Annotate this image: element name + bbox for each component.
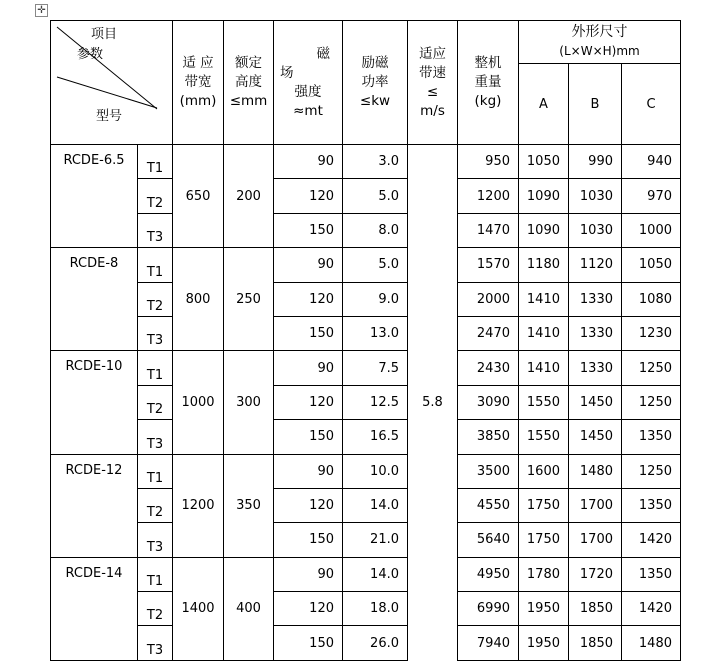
weight-cell: 3850 bbox=[458, 420, 519, 454]
dim-a-cell: 1750 bbox=[519, 488, 569, 522]
dim-b-cell: 1030 bbox=[569, 213, 622, 247]
dim-b-cell: 1330 bbox=[569, 282, 622, 316]
model-cell: RCDE-14 bbox=[51, 557, 138, 660]
type-cell: T3 bbox=[138, 316, 173, 350]
field-strength-cell: 150 bbox=[274, 523, 343, 557]
header-dim-b: B bbox=[569, 64, 622, 145]
dim-c-cell: 1350 bbox=[622, 557, 681, 591]
hdr-line: (kg) bbox=[474, 93, 502, 109]
weight-cell: 2470 bbox=[458, 316, 519, 350]
dim-a-cell: 1050 bbox=[519, 145, 569, 179]
dim-c-cell: 1080 bbox=[622, 282, 681, 316]
model-cell: RCDE-10 bbox=[51, 351, 138, 454]
hdr-line: (mm) bbox=[179, 93, 217, 109]
header-dim-c: C bbox=[622, 64, 681, 145]
field-strength-cell: 90 bbox=[274, 557, 343, 591]
belt-speed-cell: 5.8 bbox=[408, 145, 458, 661]
hdr-line: 功率 bbox=[361, 74, 389, 90]
hdr-line: 强度 bbox=[294, 83, 322, 100]
dim-a-cell: 1950 bbox=[519, 626, 569, 660]
weight-cell: 2000 bbox=[458, 282, 519, 316]
header-model-label: 型号 bbox=[96, 109, 123, 124]
weight-cell: 3090 bbox=[458, 385, 519, 419]
hdr-line: 场 bbox=[280, 64, 294, 81]
model-cell: RCDE-6.5 bbox=[51, 145, 138, 248]
dim-c-cell: 1350 bbox=[622, 488, 681, 522]
header-dimensions bbox=[519, 21, 681, 64]
table-row bbox=[51, 351, 681, 385]
hdr-line: 磁 bbox=[316, 45, 330, 62]
rated-height-cell: 300 bbox=[224, 351, 274, 454]
field-strength-cell: 150 bbox=[274, 316, 343, 350]
header-rated-height bbox=[224, 21, 274, 145]
type-cell: T1 bbox=[138, 557, 173, 591]
header-dim-a: A bbox=[519, 64, 569, 145]
table-row bbox=[51, 626, 681, 660]
type-cell: T2 bbox=[138, 488, 173, 522]
dim-c-cell: 1250 bbox=[622, 385, 681, 419]
model-cell: RCDE-12 bbox=[51, 454, 138, 557]
dim-b-cell: 1330 bbox=[569, 351, 622, 385]
type-cell: T3 bbox=[138, 420, 173, 454]
dim-a-cell: 1090 bbox=[519, 179, 569, 213]
dim-a-cell: 1600 bbox=[519, 454, 569, 488]
hdr-line: ≤ bbox=[426, 83, 439, 100]
dim-b-cell: 1700 bbox=[569, 523, 622, 557]
power-cell: 3.0 bbox=[343, 145, 408, 179]
type-cell: T2 bbox=[138, 179, 173, 213]
field-strength-cell: 150 bbox=[274, 626, 343, 660]
header-weight bbox=[458, 21, 519, 145]
table-row bbox=[51, 488, 681, 522]
hdr-line: 励磁 bbox=[361, 55, 389, 71]
spec-table bbox=[50, 20, 681, 661]
header-belt-width bbox=[173, 21, 224, 145]
type-cell: T2 bbox=[138, 385, 173, 419]
type-cell: T3 bbox=[138, 626, 173, 660]
table-row bbox=[51, 557, 681, 591]
type-cell: T1 bbox=[138, 351, 173, 385]
power-cell: 10.0 bbox=[343, 454, 408, 488]
dim-a-cell: 1410 bbox=[519, 351, 569, 385]
hdr-line: (L×W×H)mm bbox=[559, 44, 640, 58]
table-row bbox=[51, 282, 681, 316]
field-strength-cell: 120 bbox=[274, 282, 343, 316]
table-row bbox=[51, 248, 681, 282]
power-cell: 14.0 bbox=[343, 557, 408, 591]
power-cell: 9.0 bbox=[343, 282, 408, 316]
dim-a-cell: 1750 bbox=[519, 523, 569, 557]
header-field-strength bbox=[274, 21, 343, 145]
power-cell: 21.0 bbox=[343, 523, 408, 557]
hdr-line: ≈mt bbox=[293, 102, 323, 119]
belt-width-cell: 1200 bbox=[173, 454, 224, 557]
field-strength-cell: 120 bbox=[274, 385, 343, 419]
dim-c-cell: 1420 bbox=[622, 592, 681, 626]
field-strength-cell: 90 bbox=[274, 454, 343, 488]
dim-a-cell: 1410 bbox=[519, 282, 569, 316]
hdr-line: 重量 bbox=[474, 74, 502, 90]
power-cell: 5.0 bbox=[343, 179, 408, 213]
rated-height-cell: 350 bbox=[224, 454, 274, 557]
model-cell: RCDE-8 bbox=[51, 248, 138, 351]
weight-cell: 6990 bbox=[458, 592, 519, 626]
type-cell: T1 bbox=[138, 454, 173, 488]
type-cell: T2 bbox=[138, 592, 173, 626]
table-row bbox=[51, 179, 681, 213]
dim-c-cell: 1420 bbox=[622, 523, 681, 557]
rated-height-cell: 400 bbox=[224, 557, 274, 660]
table-move-handle-icon[interactable]: ✛ bbox=[35, 4, 48, 17]
table-row bbox=[51, 213, 681, 247]
weight-cell: 5640 bbox=[458, 523, 519, 557]
weight-cell: 1570 bbox=[458, 248, 519, 282]
field-strength-cell: 90 bbox=[274, 351, 343, 385]
type-cell: T3 bbox=[138, 523, 173, 557]
header-param-label: 参数 bbox=[77, 47, 104, 62]
weight-cell: 950 bbox=[458, 145, 519, 179]
table-row bbox=[51, 420, 681, 454]
dim-a-cell: 1090 bbox=[519, 213, 569, 247]
belt-width-cell: 1000 bbox=[173, 351, 224, 454]
dim-b-cell: 1480 bbox=[569, 454, 622, 488]
table-row bbox=[51, 385, 681, 419]
dim-b-cell: 1850 bbox=[569, 592, 622, 626]
dim-b-cell: 1030 bbox=[569, 179, 622, 213]
power-cell: 26.0 bbox=[343, 626, 408, 660]
table-row bbox=[51, 316, 681, 350]
power-cell: 12.5 bbox=[343, 385, 408, 419]
dim-b-cell: 1850 bbox=[569, 626, 622, 660]
power-cell: 13.0 bbox=[343, 316, 408, 350]
hdr-line: 外形尺寸 bbox=[571, 24, 628, 40]
dim-b-cell: 1450 bbox=[569, 385, 622, 419]
dim-b-cell: 1720 bbox=[569, 557, 622, 591]
dim-c-cell: 1250 bbox=[622, 351, 681, 385]
type-cell: T1 bbox=[138, 248, 173, 282]
dim-c-cell: 940 bbox=[622, 145, 681, 179]
header-belt-speed bbox=[408, 21, 458, 145]
hdr-line: 额定 bbox=[235, 55, 262, 71]
hdr-line: 高度 bbox=[235, 74, 262, 90]
field-strength-cell: 120 bbox=[274, 592, 343, 626]
dim-a-cell: 1550 bbox=[519, 420, 569, 454]
header-item-label: 项目 bbox=[91, 27, 118, 42]
table-row bbox=[51, 145, 681, 179]
belt-width-cell: 800 bbox=[173, 248, 224, 351]
dim-b-cell: 1120 bbox=[569, 248, 622, 282]
hdr-line: 带宽 bbox=[184, 74, 212, 90]
power-cell: 7.5 bbox=[343, 351, 408, 385]
weight-cell: 4550 bbox=[458, 488, 519, 522]
power-cell: 18.0 bbox=[343, 592, 408, 626]
type-cell: T1 bbox=[138, 145, 173, 179]
rated-height-cell: 200 bbox=[224, 145, 274, 248]
power-cell: 5.0 bbox=[343, 248, 408, 282]
hdr-line: ≤kw bbox=[359, 93, 391, 109]
weight-cell: 2430 bbox=[458, 351, 519, 385]
power-cell: 8.0 bbox=[343, 213, 408, 247]
hdr-line: ≤mm bbox=[229, 93, 268, 109]
weight-cell: 7940 bbox=[458, 626, 519, 660]
dim-c-cell: 1250 bbox=[622, 454, 681, 488]
dim-c-cell: 1350 bbox=[622, 420, 681, 454]
dim-a-cell: 1780 bbox=[519, 557, 569, 591]
belt-width-cell: 1400 bbox=[173, 557, 224, 660]
field-strength-cell: 120 bbox=[274, 488, 343, 522]
dim-b-cell: 1700 bbox=[569, 488, 622, 522]
dim-c-cell: 1480 bbox=[622, 626, 681, 660]
type-cell: T2 bbox=[138, 282, 173, 316]
weight-cell: 4950 bbox=[458, 557, 519, 591]
dim-c-cell: 1230 bbox=[622, 316, 681, 350]
dim-a-cell: 1950 bbox=[519, 592, 569, 626]
dim-c-cell: 1000 bbox=[622, 213, 681, 247]
rated-height-cell: 250 bbox=[224, 248, 274, 351]
type-cell: T3 bbox=[138, 213, 173, 247]
dim-b-cell: 990 bbox=[569, 145, 622, 179]
hdr-line: m/s bbox=[420, 102, 445, 119]
field-strength-cell: 150 bbox=[274, 420, 343, 454]
field-strength-cell: 90 bbox=[274, 145, 343, 179]
hdr-line: 适应 bbox=[419, 45, 446, 62]
hdr-line: 整机 bbox=[474, 55, 502, 71]
header-excitation-power bbox=[343, 21, 408, 145]
hdr-line: 带速 bbox=[419, 64, 446, 81]
table-row bbox=[51, 523, 681, 557]
power-cell: 16.5 bbox=[343, 420, 408, 454]
weight-cell: 1200 bbox=[458, 179, 519, 213]
table-body bbox=[51, 145, 681, 661]
field-strength-cell: 120 bbox=[274, 179, 343, 213]
diagonal-header-cell bbox=[51, 21, 173, 145]
field-strength-cell: 150 bbox=[274, 213, 343, 247]
belt-width-cell: 650 bbox=[173, 145, 224, 248]
hdr-line: 适 应 bbox=[182, 55, 214, 71]
dim-c-cell: 1050 bbox=[622, 248, 681, 282]
dim-a-cell: 1410 bbox=[519, 316, 569, 350]
dim-c-cell: 970 bbox=[622, 179, 681, 213]
dim-a-cell: 1550 bbox=[519, 385, 569, 419]
weight-cell: 1470 bbox=[458, 213, 519, 247]
dim-b-cell: 1330 bbox=[569, 316, 622, 350]
weight-cell: 3500 bbox=[458, 454, 519, 488]
power-cell: 14.0 bbox=[343, 488, 408, 522]
dim-a-cell: 1180 bbox=[519, 248, 569, 282]
field-strength-cell: 90 bbox=[274, 248, 343, 282]
table-row bbox=[51, 454, 681, 488]
table-row bbox=[51, 592, 681, 626]
dim-b-cell: 1450 bbox=[569, 420, 622, 454]
